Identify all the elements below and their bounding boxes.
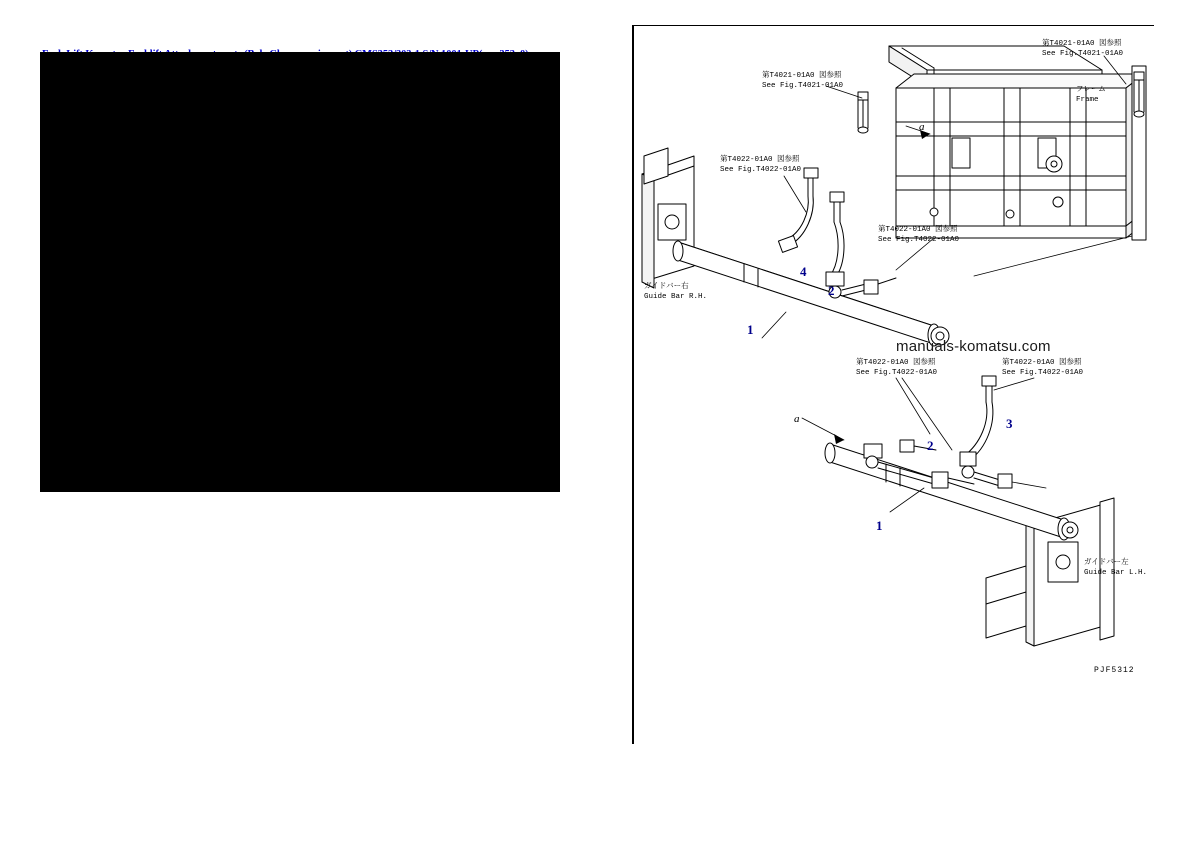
label-ref-t4021-top-left: 第T4021-01A0 図参照 See Fig.T4021-01A0 [762, 72, 844, 90]
callout-1-upper: 1 [747, 322, 754, 337]
bolt-upper-left [858, 92, 868, 133]
callout-3: 3 [1006, 416, 1013, 431]
callout-1-lower: 1 [876, 518, 883, 533]
parts-diagram-panel [632, 25, 1154, 744]
label-ref-t4021-top-right: 第T4021-01A0 図参照 See Fig.T4021-01A0 [1042, 40, 1124, 58]
label-frame: フレーム Frame [1076, 86, 1106, 104]
callout-2-upper: 2 [828, 283, 835, 298]
label-ref-t4022-lower-left: 第T4022-01A0 図参照 See Fig.T4022-01A0 [856, 359, 938, 377]
label-ref-t4022-mid: 第T4022-01A0 図参照 See Fig.T4022-01A0 [878, 226, 960, 244]
label-guide-bar-rh: ガイドバー右 Guide Bar R.H. [644, 283, 708, 301]
figure-code: PJF5312 [1094, 666, 1135, 675]
callout-2-lower: 2 [927, 438, 934, 453]
callout-a-upper: a [919, 121, 925, 133]
cylinder-upper [673, 241, 949, 346]
guide-bar-rh-plate [642, 148, 694, 288]
watermark-text: manuals-komatsu.com [896, 338, 1051, 355]
label-guide-bar-lh: ガイドバー左 Guide Bar L.H. [1084, 559, 1148, 577]
callout-4: 4 [800, 264, 807, 279]
label-ref-t4022-upper: 第T4022-01A0 図参照 See Fig.T4022-01A0 [720, 156, 802, 174]
frame-beam-upper [889, 46, 1146, 240]
callout-a-lower: a [794, 413, 800, 425]
label-ref-t4022-lower-right: 第T4022-01A0 図参照 See Fig.T4022-01A0 [1002, 359, 1084, 377]
document-preview-panel [40, 22, 560, 472]
cylinder-lower [825, 443, 1078, 540]
document-thumbnail [40, 52, 560, 492]
parts-diagram-illustration [634, 26, 1154, 744]
